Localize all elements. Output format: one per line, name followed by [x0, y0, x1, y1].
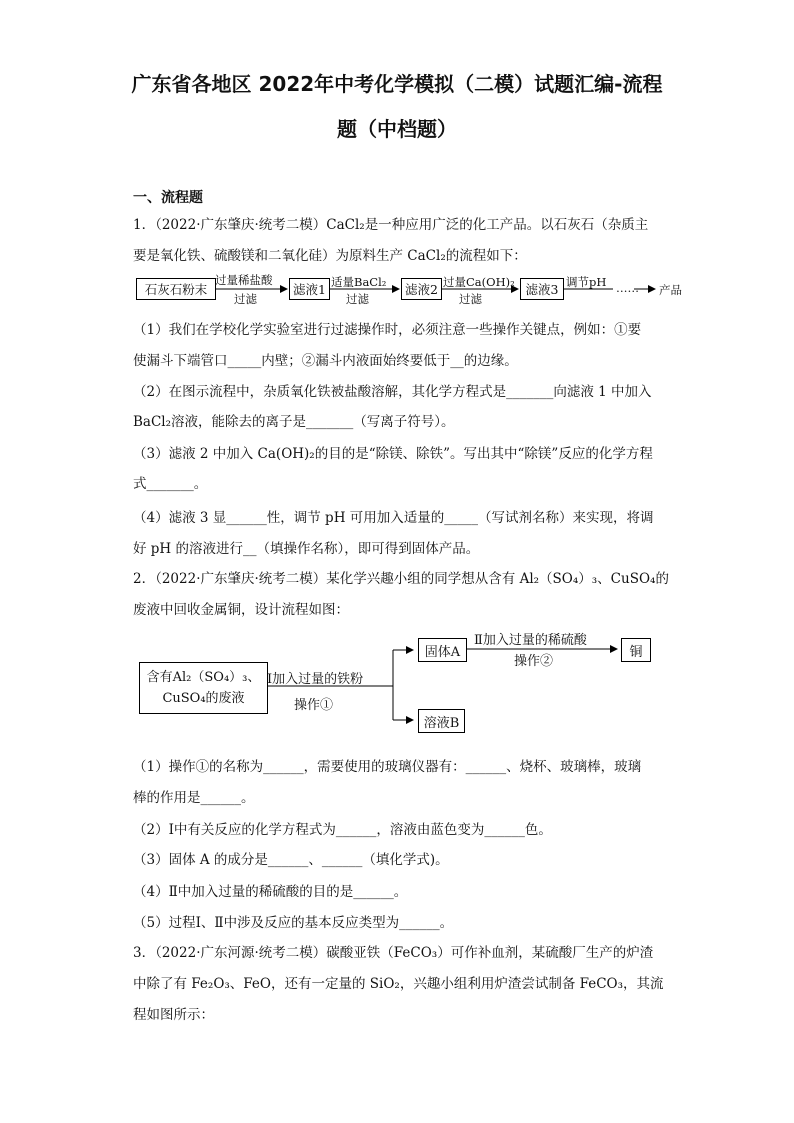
q1-part1-a: （1）我们在学校化学实验室进行过滤操作时，必须注意一些操作关键点，例如：①要 [133, 322, 642, 338]
q1-intro-1: 1．（2022·广东肇庆·统考二模）CaCl₂是一种应用广泛的化工产品。以石灰石（杂质主 [133, 217, 649, 233]
flow-step-II-reagent: Ⅱ加入过量的稀硫酸 [474, 633, 587, 648]
doc-title-line1: 广东省各地区 2022年中考化学模拟（二模）试题汇编-流程 [131, 72, 663, 96]
q2-part2: （2）Ⅰ中有关反应的化学方程式为______，溶液由蓝色变为______色。 [133, 822, 552, 838]
doc-title-line2: 题（中档题） [337, 117, 457, 141]
flow-box-copper: 铜 [621, 638, 651, 662]
q2-part3: （3）固体 A 的成分是______、______（填化学式)。 [133, 852, 449, 868]
waste-liquid-line2: CuSO₄的废液 [162, 691, 245, 706]
flow-step4-op: 调节pH [566, 275, 607, 289]
flow-step-I-op: 操作① [294, 698, 334, 713]
q1-part3-b: 式_______。 [133, 476, 208, 492]
waste-liquid-line1: 含有Al₂（SO₄）₃、 [146, 670, 261, 685]
flow-box-filtrate2: 滤液2 [401, 278, 442, 300]
q2-intro-2: 废液中回收金属铜，设计流程如图： [133, 602, 349, 618]
q2-part5: （5）过程Ⅰ、Ⅱ中涉及反应的基本反应类型为______。 [133, 915, 454, 931]
q1-part4-b: 好 pH 的溶液进行__（填操作名称），即可得到固体产品。 [133, 541, 480, 557]
flow-product: 产品 [659, 283, 682, 297]
q1-intro-2: 要是氧化铁、硫酸镁和二氧化硅）为原料生产 CaCl₂的流程如下： [133, 248, 527, 264]
q1-part2-b: BaCl₂溶液，能除去的离子是_______（写离子符号）。 [133, 414, 455, 430]
q1-part4-a: （4）滤液 3 显______性，调节 pH 可用加入适量的_____（写试剂名称）来实现，将调 [133, 510, 654, 526]
section-heading: 一、流程题 [133, 190, 203, 206]
flow-dots: …… [616, 281, 639, 295]
q2-intro-1: 2．（2022·广东肇庆·统考二模）某化学兴趣小组的同学想从含有 Al₂（SO₄）₃、CuSO₄的 [133, 571, 669, 587]
flow-step-II-op: 操作② [514, 654, 554, 669]
flow-step2-op: 过滤 [346, 292, 369, 306]
flow-step2-reagent: 适量BaCl₂ [331, 275, 387, 289]
q1-part3-a: （3）滤液 2 中加入 Ca(OH)₂的目的是“除镁、除铁”。写出其中“除镁”反应的化学方程 [133, 446, 653, 462]
q3-line-2: 中除了有 Fe₂O₃、FeO，还有一定量的 SiO₂，兴趣小组利用炉渣尝试制备 FeCO₃，其流 [133, 976, 664, 992]
flow-box-solid-a: 固体A [418, 638, 467, 662]
flow-step3-op: 过滤 [459, 292, 482, 306]
flow-step1-reagent: 过量稀盐酸 [215, 273, 273, 287]
flow-step1-op: 过滤 [234, 292, 257, 306]
q3-line-3: 程如图所示： [133, 1007, 214, 1023]
q1-part1-b: 使漏斗下端管口_____内壁；②漏斗内液面始终要低于__的边缘。 [133, 353, 518, 369]
flow-step-I-reagent: Ⅰ加入过量的铁粉 [267, 672, 364, 687]
q3-line-1: 3．（2022·广东河源·统考二模）碳酸亚铁（FeCO₃）可作补血剂，某硫酸厂生产的炉渣 [133, 945, 654, 961]
q2-part4: （4）Ⅱ中加入过量的稀硫酸的目的是______。 [133, 884, 408, 900]
flow-box-filtrate1: 滤液1 [289, 278, 330, 300]
flow-box-limestone: 石灰石粉末 [136, 278, 216, 300]
flow-box-filtrate3: 滤液3 [520, 278, 564, 300]
q2-part1-a: （1）操作①的名称为______，需要使用的玻璃仪器有：______、烧杯、玻璃棒，玻璃 [133, 759, 642, 775]
flow-box-waste-liquid [139, 662, 268, 714]
q1-part2-a: （2）在图示流程中，杂质氧化铁被盐酸溶解，其化学方程式是_______向滤液 1 中加入 [133, 384, 652, 400]
q2-part1-b: 棒的作用是______。 [133, 790, 255, 806]
flow-box-solution-b: 溶液B [418, 709, 465, 733]
flow-step3-reagent: 过量Ca(OH)₂ [443, 275, 515, 289]
